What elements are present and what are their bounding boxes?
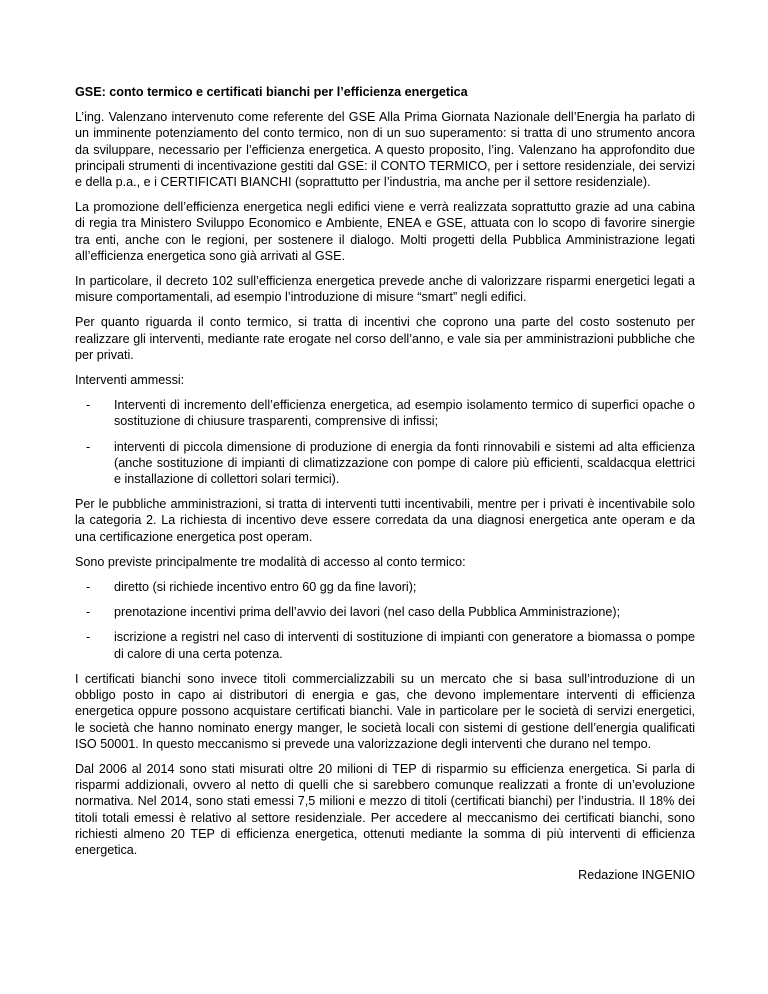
list-dash: - bbox=[86, 398, 91, 413]
paragraph-pubbliche-amministrazioni: Per le pubbliche amministrazioni, si tratta di interventi tutti incentivabili, mentre per i privati è incentivabile solo la categoria 2. La richiesta di incentivo deve essere corredata da una diagnosi energetica ante operam e da una certificazione energetica post operam. bbox=[75, 497, 695, 544]
list-item-text: Interventi di incremento dell’efficienza energetica, ad esempio isolamento termico di superfici opache o sostituzione di chiusure trasparenti, comprensive di infissi; bbox=[114, 398, 695, 429]
list-item bbox=[75, 579, 695, 595]
list-item bbox=[75, 397, 695, 429]
list-item bbox=[75, 604, 695, 620]
list-item bbox=[75, 439, 695, 488]
list-item-text: iscrizione a registri nel caso di interventi di sostituzione di impianti con generatore a biomassa o pompe di calore di una certa potenza. bbox=[114, 630, 695, 661]
interventi-heading: Interventi ammessi: bbox=[75, 373, 185, 388]
paragraph-cabina-di-regia: La promozione dell’efficienza energetica negli edifici viene e verrà realizzata soprattutto grazie ad una cabina di regia tra Ministero Sviluppo Economico e Ambiente, ENEA e GSE, attuata con lo scopo di favorire sinergie tra enti, anche con le regioni, per sostenere il dialogo. Molti progetti della Pubblica Amministrazione legati all’efficienza energetica sono già arrivati al GSE. bbox=[75, 200, 695, 263]
list-dash: - bbox=[86, 580, 91, 595]
paragraph-decreto-102: In particolare, il decreto 102 sull’efficienza energetica prevede anche di valorizzare risparmi energetici legati a misure comportamentali, ad esempio l’introduzione di misure “smart” negli edifici. bbox=[75, 274, 695, 305]
list-item-text: interventi di piccola dimensione di produzione di energia da fonti rinnovabili e sistemi ad alta efficienza (anche sostituzione di impianti di climatizzazione con pompe di calore più efficienti, scaldacqua elettrici e installazione di collettori solari termici). bbox=[114, 439, 695, 487]
document-title: GSE: conto termico e certificati bianchi per l’efficienza energetica bbox=[75, 85, 468, 99]
modalita-heading: Sono previste principalmente tre modalità di accesso al conto termico: bbox=[75, 554, 466, 569]
list-dash: - bbox=[86, 439, 91, 454]
signature: Redazione INGENIO bbox=[578, 868, 695, 883]
paragraph-intro: L’ing. Valenzano intervenuto come referente del GSE Alla Prima Giornata Nazionale dell’Energia ha parlato di un imminente potenziamento del conto termico, non di un suo superamento: si tratta di uno strumento ancora da sviluppare, necessario per l’efficienza energetica. A questo proposito, l’ing. Valenzano ha approfondito due principali strumenti di incentivazione gestiti dal GSE: il CONTO TERMICO, per i settore residenziale, dei servizi e della p.a., e i CERTIFICATI BIANCHI (soprattutto per l’industria, ma anche per il settore residenziale). bbox=[75, 110, 695, 190]
list-dash: - bbox=[86, 630, 91, 645]
paragraph-certificati-bianchi: I certificati bianchi sono invece titoli commercializzabili su un mercato che si basa sull’introduzione di un obbligo posto in capo ai distributori di energia e gas, che devono implementare interventi di efficienza energetica oppure possono acquistare certificati bianchi. Vale in particolare per le società di servizi energetici, le società che hanno nominato energy manger, le società locali con sistemi di gestione dell’energia qualificati ISO 50001. In questo meccanismo si prevede una valorizzazione degli interventi che durano nel tempo. bbox=[75, 671, 695, 751]
list-item-text: prenotazione incentivi prima dell’avvio dei lavori (nel caso della Pubblica Amministrazione); bbox=[114, 605, 621, 620]
modalita-list bbox=[75, 579, 695, 662]
document-page bbox=[75, 84, 695, 883]
list-item bbox=[75, 629, 695, 661]
interventi-list bbox=[75, 397, 695, 487]
list-dash: - bbox=[86, 605, 91, 620]
list-item-text: diretto (si richiede incentivo entro 60 gg da fine lavori); bbox=[114, 580, 417, 595]
paragraph-risparmi: Dal 2006 al 2014 sono stati misurati oltre 20 milioni di TEP di risparmio su efficienza energetica. Si parla di risparmi addizionali, ovvero al netto di quelli che si sarebbero comunque realizzati a fronte di un’evoluzione normativa. Nel 2014, sono stati emessi 7,5 milioni e mezzo di titoli (certificati bianchi) per l’industria. Il 18% dei titoli totali emessi è relativo al settore residenziale. Per accedere al meccanismo dei certificati bianchi, sono richiesti almeno 20 TEP di efficienza energetica, ottenuti mediante la somma di più interventi di efficienza energetica. bbox=[75, 761, 695, 857]
paragraph-conto-termico: Per quanto riguarda il conto termico, si tratta di incentivi che coprono una parte del costo sostenuto per realizzare gli interventi, mediante rate erogate nel corso dell’anno, e vale sia per amministrazioni pubbliche che per privati. bbox=[75, 315, 695, 362]
